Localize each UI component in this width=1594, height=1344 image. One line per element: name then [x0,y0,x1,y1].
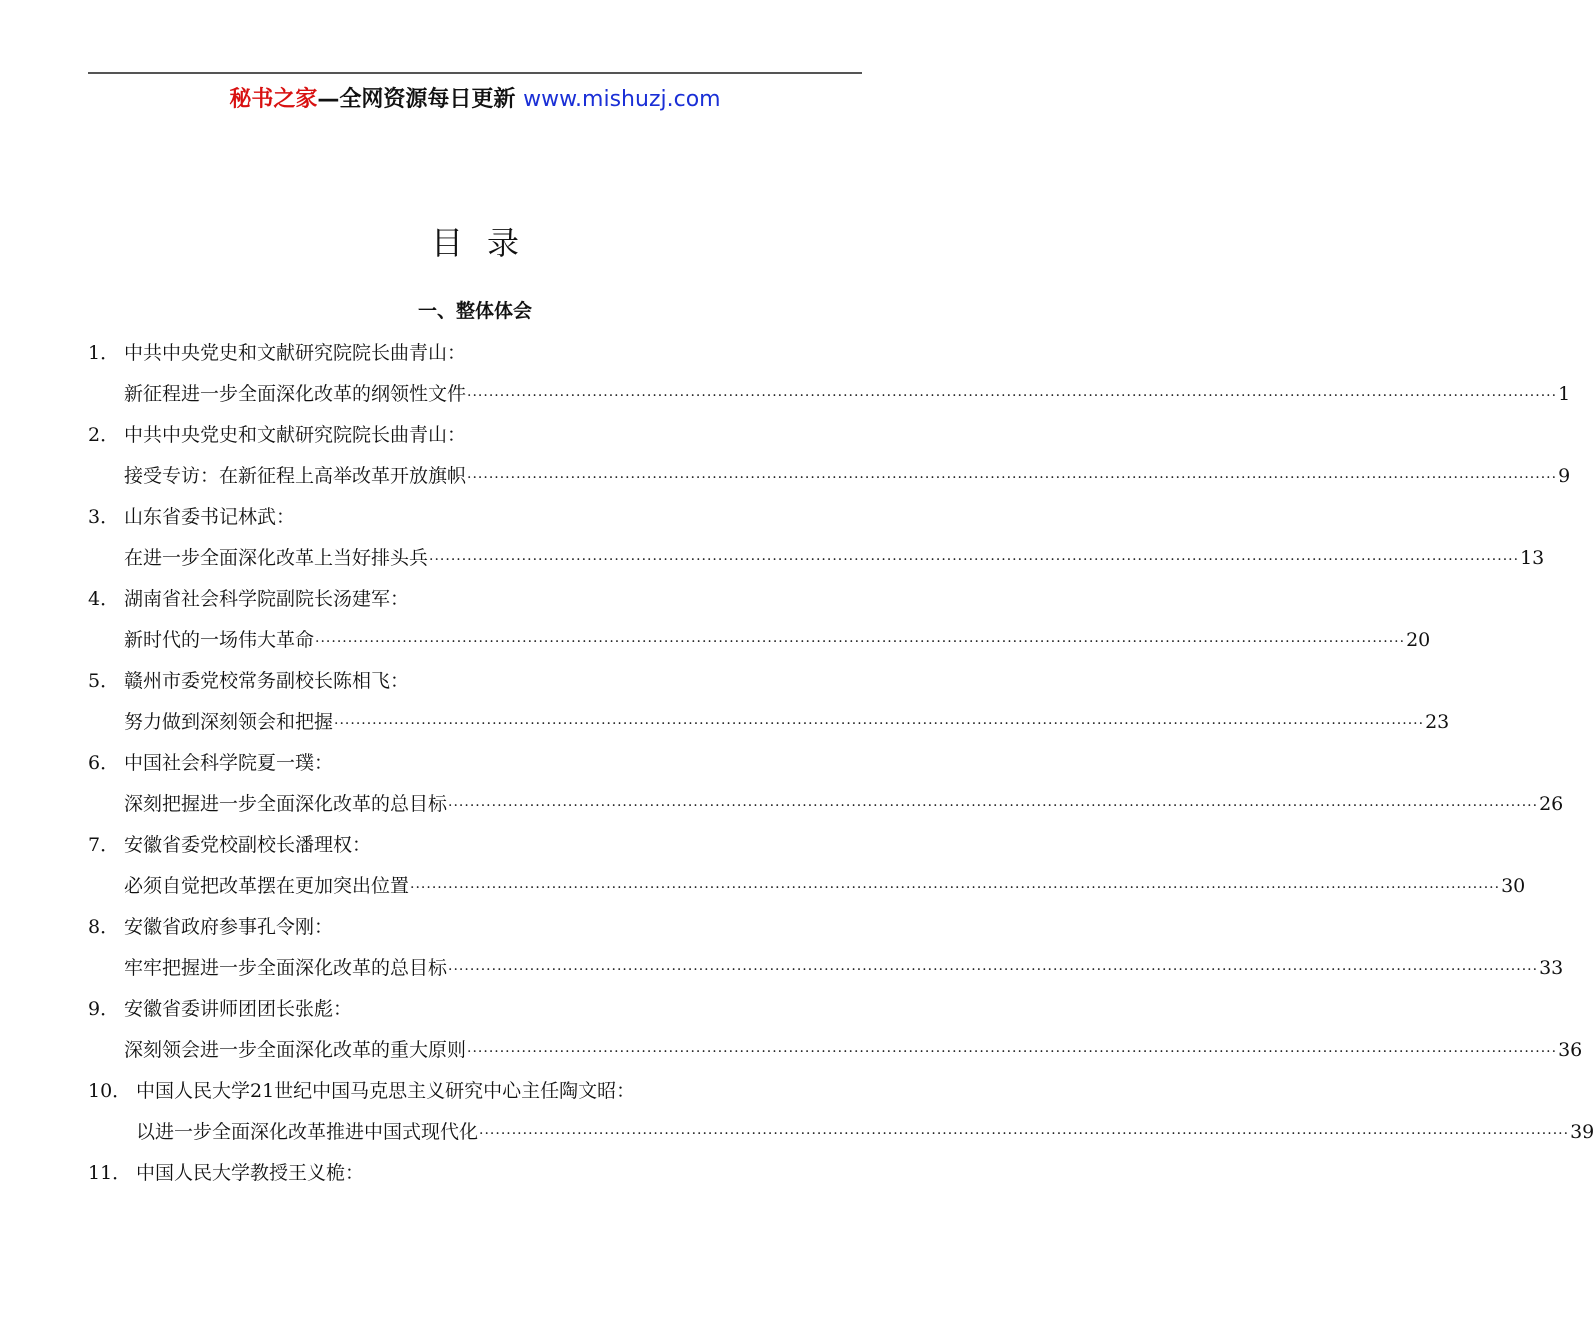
toc-entry-author: 安徽省委党校副校长潘理权： [124,834,372,856]
toc-entry-title: 在进一步全面深化改革上当好排头兵 [124,547,429,569]
toc-entry-number: 2． [88,424,120,446]
toc-entry-head[interactable] [88,338,860,379]
toc-entry-author: 山东省委书记林武： [124,506,296,528]
toc-entry-number: 3． [88,506,120,528]
toc-leader-dots: ········································································································································································································ [467,470,1558,486]
toc-entry-number: 10． [88,1080,132,1102]
toc-entry-head[interactable] [88,502,860,543]
page-header [0,82,950,113]
toc-entry-line[interactable] [88,379,1571,420]
toc-entry [88,502,1545,584]
toc-entry [88,420,1571,502]
header-slogan: —全网资源每日更新 [317,87,524,112]
toc-entry-line[interactable] [88,543,1545,584]
toc-entry-author: 中共中央党史和文献研究院院长曲青山： [124,342,467,364]
toc-leader-dots: ········································································································································································································ [448,962,1539,978]
toc-entry-page: 9 [1558,465,1571,487]
toc-entry-page: 20 [1406,629,1431,651]
toc-entry-line[interactable] [88,871,1526,912]
toc-entry [88,1076,1594,1158]
toc-entry-line[interactable] [88,1117,1594,1158]
toc-entry-head[interactable] [88,1076,860,1117]
toc-entry [88,830,1526,912]
toc-entry-line[interactable] [88,461,1571,502]
toc-entry-title: 努力做到深刻领会和把握 [124,711,334,733]
toc-entry-page: 13 [1520,547,1545,569]
toc-entry-title: 新征程进一步全面深化改革的纲领性文件 [124,383,467,405]
toc-leader-dots: ········································································································································································································ [467,1044,1558,1060]
toc-entry-number: 4． [88,588,120,610]
toc-entry-author: 中国社会科学院夏一璞： [124,752,334,774]
toc-entry-author: 中共中央党史和文献研究院院长曲青山： [124,424,467,446]
toc-entry [88,338,1571,420]
toc-leader-dots: ········································································································································································································ [479,1126,1570,1142]
toc-entry-line[interactable] [88,1035,1583,1076]
toc-leader-dots: ········································································································································································································ [315,634,1406,650]
toc-entry-number: 1． [88,342,120,364]
toc-entry-author: 中国人民大学教授王义桅： [136,1162,365,1184]
toc-entry-author: 赣州市委党校常务副校长陈相飞： [124,670,410,692]
toc-entry-number: 5． [88,670,120,692]
toc-entry [88,1158,860,1240]
toc-entry-page: 23 [1425,711,1450,733]
header-url[interactable]: www.mishuzj.com [523,87,721,112]
toc-entry-line[interactable] [88,953,1564,994]
toc-entry-number: 7． [88,834,120,856]
toc-entry-head[interactable] [88,748,860,789]
toc-entry [88,584,1431,666]
toc-entry-number: 8． [88,916,120,938]
toc-entry-number: 6． [88,752,120,774]
toc-entry [88,912,1564,994]
toc-entry-title: 必须自觉把改革摆在更加突出位置 [124,875,410,897]
toc-entry-head[interactable] [88,584,860,625]
toc-entry [88,666,1450,748]
toc-entry-head[interactable] [88,912,860,953]
toc-leader-dots: ········································································································································································································ [429,552,1520,568]
toc-entry-title: 深刻领会进一步全面深化改革的重大原则 [124,1039,467,1061]
toc-entry-author: 中国人民大学21世纪中国马克思主义研究中心主任陶文昭： [136,1080,636,1102]
toc-leader-dots: ········································································································································································································ [448,798,1539,814]
header-brand: 秘书之家 [229,87,318,112]
table-of-contents [88,338,1594,1240]
toc-entry [88,994,1583,1076]
toc-leader-dots: ········································································································································································································ [467,388,1558,404]
toc-entry-number: 11． [88,1162,132,1184]
toc-entry [88,748,1564,830]
toc-entry-title: 接受专访：在新征程上高举改革开放旗帜 [124,465,467,487]
toc-entry-title: 牢牢把握进一步全面深化改革的总目标 [124,957,448,979]
toc-entry-title: 深刻把握进一步全面深化改革的总目标 [124,793,448,815]
toc-entry-head[interactable] [88,994,860,1035]
toc-leader-dots: ········································································································································································································ [334,716,1425,732]
toc-entry-line[interactable] [88,789,1564,830]
toc-entry-page: 30 [1501,875,1526,897]
toc-entry-author: 安徽省委讲师团团长张彪： [124,998,353,1020]
toc-entry-page: 39 [1570,1121,1594,1143]
toc-entry-author: 安徽省政府参事孔令刚： [124,916,334,938]
toc-entry-author: 湖南省社会科学院副院长汤建军： [124,588,410,610]
header-rule [88,72,862,74]
toc-entry-head[interactable] [88,666,860,707]
toc-entry-title: 以进一步全面深化改革推进中国式现代化 [136,1121,479,1143]
toc-entry-line[interactable] [88,625,1431,666]
toc-entry-page: 26 [1539,793,1564,815]
toc-entry-title: 新时代的一场伟大革命 [124,629,315,651]
toc-entry-head[interactable] [88,830,860,871]
page-title: 目录 [430,224,543,262]
toc-entry-page: 1 [1558,383,1571,405]
toc-entry-page: 33 [1539,957,1564,979]
toc-entry-head[interactable] [88,420,860,461]
toc-entry-head[interactable] [88,1158,860,1199]
section-heading: 一、整体体会 [417,300,532,322]
toc-leader-dots: ········································································································································································································ [410,880,1501,896]
toc-entry-number: 9． [88,998,120,1020]
toc-entry-line[interactable] [88,707,1450,748]
toc-entry-page: 36 [1558,1039,1583,1061]
